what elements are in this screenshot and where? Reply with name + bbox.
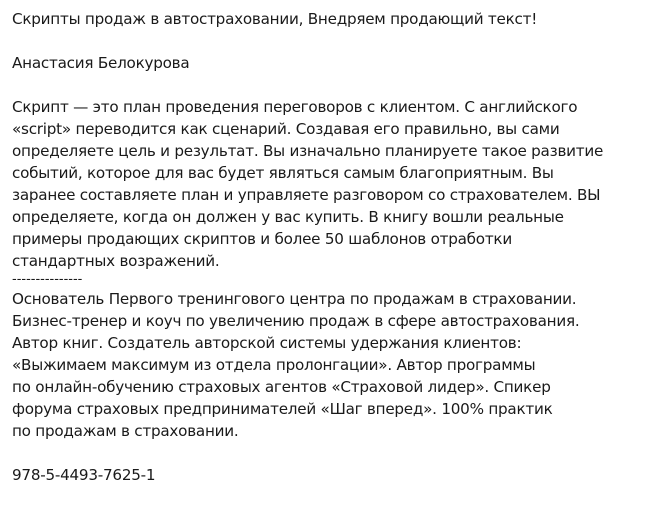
book-description bbox=[12, 96, 648, 272]
description-line: событий, которое для вас будет являться самым благоприятным. Вы bbox=[12, 164, 554, 182]
about-author-line: «Выжимаем максимум из отдела пролонгации». Автор программы bbox=[12, 356, 536, 374]
about-author-line: по онлайн-обучению страховых агентов «Страховой лидер». Спикер bbox=[12, 378, 551, 396]
description-line: Скрипт — это план проведения переговоров с клиентом. С английского bbox=[12, 98, 578, 116]
about-author-line: форума страховых предпринимателей «Шаг вперед». 100% практик bbox=[12, 400, 553, 418]
spacer bbox=[12, 442, 648, 464]
book-annotation bbox=[12, 8, 648, 486]
about-author-line: по продажам в страховании. bbox=[12, 422, 239, 440]
about-author bbox=[12, 288, 648, 442]
description-line: стандартных возражений. bbox=[12, 252, 220, 270]
description-line: примеры продающих скриптов и более 50 шаблонов отработки bbox=[12, 230, 512, 248]
book-author: Анастасия Белокурова bbox=[12, 54, 190, 72]
book-title: Скрипты продаж в автостраховании, Внедряем продающий текст! bbox=[12, 10, 538, 28]
spacer bbox=[12, 74, 648, 96]
about-author-line: Автор книг. Создатель авторской системы удержания клиентов: bbox=[12, 334, 522, 352]
about-author-line: Основатель Первого тренингового центра по продажам в страховании. bbox=[12, 290, 577, 308]
description-line: заранее составляете план и управляете разговором со страхователем. ВЫ bbox=[12, 186, 601, 204]
description-line: определяете цель и результат. Вы изначально планируете такое развитие bbox=[12, 142, 604, 160]
about-author-line: Бизнес-тренер и коуч по увеличению продаж в сфере автострахования. bbox=[12, 312, 580, 330]
isbn: 978-5-4493-7625-1 bbox=[12, 466, 156, 484]
spacer bbox=[12, 30, 648, 52]
separator: --------------- bbox=[12, 272, 83, 287]
description-line: «script» переводится как сценарий. Создавая его правильно, вы сами bbox=[12, 120, 560, 138]
description-line: определяете, когда он должен у вас купить. В книгу вошли реальные bbox=[12, 208, 564, 226]
